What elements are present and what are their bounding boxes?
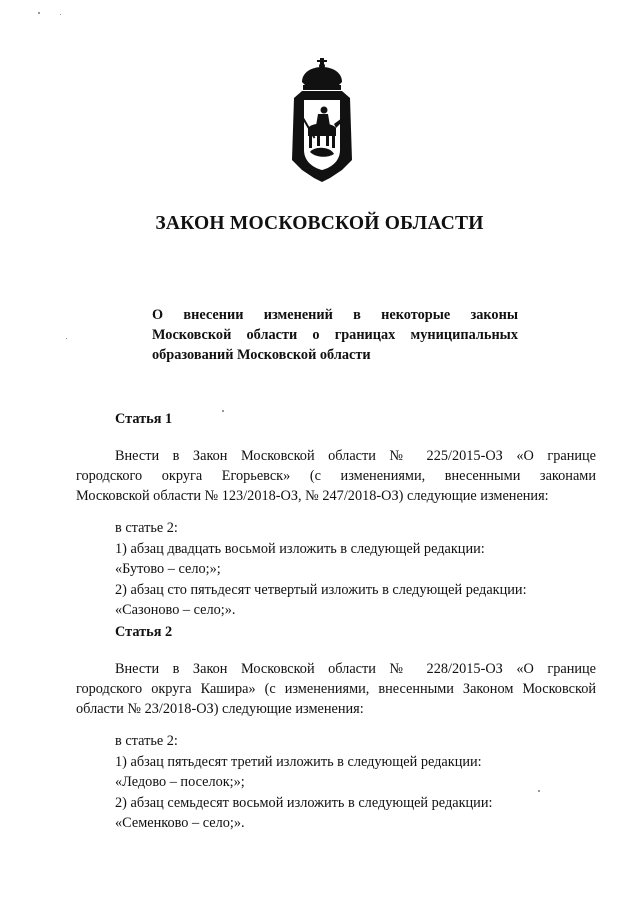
law-title: ЗАКОН МОСКОВСКОЙ ОБЛАСТИ <box>155 213 484 234</box>
coat-of-arms-emblem <box>272 58 372 188</box>
list-item: в статье 2: <box>115 733 178 749</box>
paragraph-line: Внести в Закон Московской области № 225/2015-ОЗ «О границе <box>115 448 596 464</box>
article-1-paragraph <box>76 446 596 506</box>
scan-speck <box>38 12 40 14</box>
list-item: в статье 2: <box>115 520 178 536</box>
article-2-heading: Статья 2 <box>115 624 173 640</box>
paragraph-line: области № 23/2018-ОЗ) следующие изменения: <box>76 701 364 717</box>
paragraph-line: Внести в Закон Московской области № 228/2015-ОЗ «О границе <box>115 661 596 677</box>
list-item: 1) абзац двадцать восьмой изложить в следующей редакции: <box>115 540 485 557</box>
list-item: «Семенково – село;». <box>115 815 245 831</box>
list-item: «Бутово – село;»; <box>115 561 221 577</box>
list-item: 1) абзац пятьдесят третий изложить в следующей редакции: <box>115 753 482 770</box>
law-subject <box>152 305 518 365</box>
list-item: 2) абзац семьдесят восьмой изложить в следующей редакции: <box>115 794 493 811</box>
article-2-list <box>115 731 492 834</box>
paragraph-line: городского округа Егорьевск» (с изменениями, внесенными законами <box>76 468 596 484</box>
subject-line: образований Московской области <box>152 347 371 363</box>
scan-speck <box>538 790 540 792</box>
paragraph-line: городского округа Кашира» (с изменениями, внесенными Законом Московской <box>76 681 596 697</box>
article-1-heading: Статья 1 <box>115 411 173 427</box>
paragraph-line: Московской области № 123/2018-ОЗ, № 247/2018-ОЗ) следующие изменения: <box>76 488 549 504</box>
article-2-paragraph <box>76 659 596 719</box>
list-item: «Ледово – поселок;»; <box>115 774 245 790</box>
subject-line: Московской области о границах муниципальных <box>152 327 518 343</box>
scan-speck <box>60 14 61 15</box>
crown-icon <box>302 58 342 90</box>
list-item: 2) абзац сто пятьдесят четвертый изложить в следующей редакции: <box>115 581 527 598</box>
scan-speck <box>66 338 67 339</box>
list-item: «Сазоново – село;». <box>115 602 236 618</box>
scan-speck <box>222 410 224 412</box>
article-1-list <box>115 518 527 621</box>
subject-line: О внесении изменений в некоторые законы <box>152 307 518 323</box>
